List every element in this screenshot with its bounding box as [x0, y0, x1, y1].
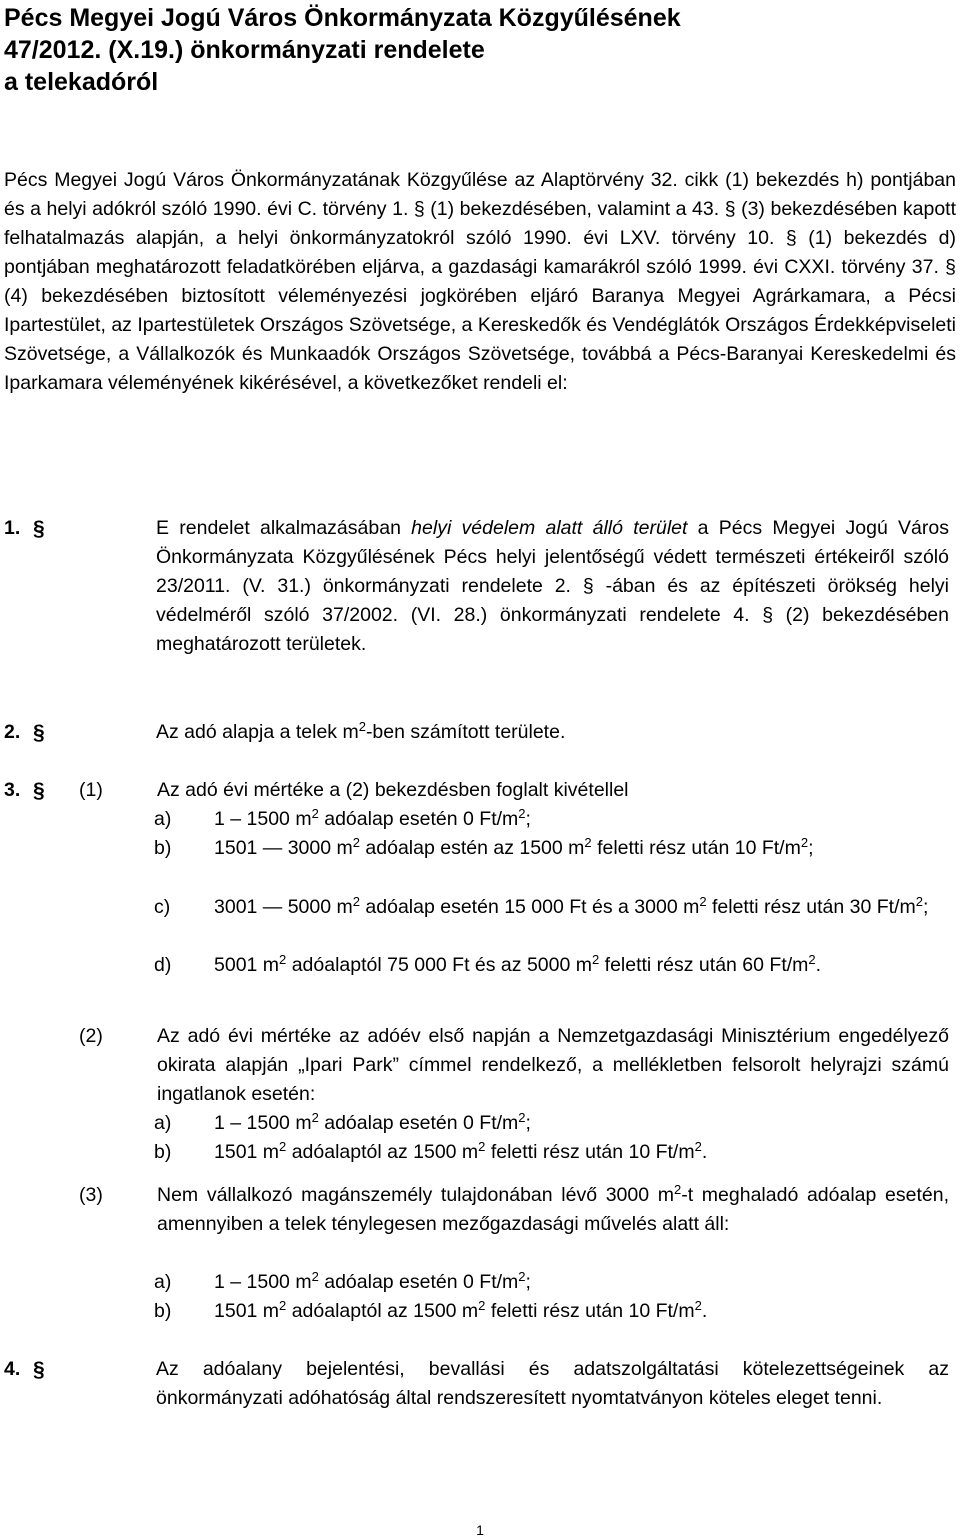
- section-4-number: 4.: [4, 1358, 21, 1380]
- section-3-symbol: §: [33, 779, 45, 802]
- subsection-3-number: (3): [79, 1184, 103, 1206]
- section-1-symbol: §: [33, 517, 45, 540]
- section-2-text: Az adó alapja a telek $m^2$-ben számított területe.: [156, 719, 566, 743]
- title-line-1: Pécs Megyei Jogú Város Önkormányzata Közgyűlésének: [4, 4, 681, 32]
- section-1-text: E rendelet alkalmazásában helyi védelem alatt álló terület a Pécs Megyei Jogú Város Önkormányzata Közgyűlésének Pécs helyi jelentőségű védett természeti értékeiről szóló 23/2011. (V. 31.) önkormányzati rendelete 2. § -ában és az építészeti örökség helyi védelméről szóló 37/2002. (VI. 28.) önkormányzati rendelete 4. § (2) bekezdésében meghatározott területek.: [156, 517, 949, 655]
- document-title: [4, 2, 944, 98]
- list-item: b) 1501 $m^2$ adóalaptól az 1500 $m^2$ feletti rész után 10 $Ft/m^2$.: [154, 1298, 708, 1322]
- title-line-3: a telekadóról: [4, 68, 159, 96]
- subsection-3-lead: Nem vállalkozó magánszemély tulajdonában lévő 3000 $m^2-t$ meghaladó adóalap esetén, amennyiben a telek ténylegesen mezőgazdasági művelés alatt áll:: [157, 1182, 949, 1235]
- subsection-1-lead: Az adó évi mértéke a (2) bekezdésben foglalt kivétellel: [157, 779, 629, 801]
- subsection-2-number: (2): [79, 1025, 103, 1047]
- section-3-number: 3.: [4, 779, 21, 801]
- title-line-2: 47/2012. (X.19.) önkormányzati rendelete: [4, 36, 485, 64]
- list-item: b) 1501 $m^2$ adóalaptól az 1500 $m^2$ feletti rész után 10 $Ft/m^2$.: [154, 1139, 708, 1163]
- list-item: a) 1 – 1500 $m^2$ adóalap esetén 0 $Ft/m^2$;: [154, 1269, 531, 1293]
- list-item: d) 5001 $m^2$ adóalaptól 75 000 Ft és az 5000 $m^2$ feletti rész után 60 $Ft/m^2$.: [154, 952, 822, 976]
- list-item: a) 1 – 1500 $m^2$ adóalap esetén 0 $Ft/m^2$;: [154, 806, 531, 830]
- list-item: a) 1 – 1500 $m^2$ adóalap esetén 0 $Ft/m^2$;: [154, 1110, 531, 1134]
- section-4-text: Az adóalany bejelentési, bevallási és adatszolgáltatási kötelezettségeinek az önkormányzati adóhatóság által rendszeresített nyomtatványon köteles eleget tenni.: [156, 1358, 949, 1409]
- list-item: b) 1501 — 3000 $m^2$ adóalap estén az 1500 $m^2$ feletti rész után 10 $Ft/m^2$;: [154, 835, 814, 859]
- section-4-symbol: §: [33, 1358, 45, 1381]
- page-number: 1: [476, 1522, 484, 1538]
- section-2-symbol: §: [33, 721, 45, 744]
- list-item: c) 3001 — 5000 $m^2$ adóalap esetén 15 000 Ft és a 3000 $m^2$ feletti rész után 30 $Ft/m^2$;: [154, 894, 929, 918]
- preamble: Pécs Megyei Jogú Város Önkormányzatának Közgyűlése az Alaptörvény 32. cikk (1) bekezdés h) pontjában és a helyi adókról szóló 1990. évi C. törvény 1. § (1) bekezdésében, valamint a 43. § (3) bekezdésében kapott felhatalmazás alapján, a helyi önkormányzatokról szóló 1990. évi LXV. törvény 10. § (1) bekezdés d) pontjában meghatározott feladatkörében eljárva, a gazdasági kamarákról szóló 1999. évi CXXI. törvény 37. § (4) bekezdésében biztosított véleményezési jogkörében eljáró Baranya Megyei Agrárkamara, a Pécsi Ipartestület, az Ipartestületek Országos Szövetsége, a Kereskedők és Vendéglátók Országos Érdekképviseleti Szövetsége, a Vállalkozók és Munkaadók Országos Szövetsége, továbbá a Pécs-Baranyai Kereskedelmi és Iparkamara véleményének kikérésével, a következőket rendeli el:: [4, 169, 956, 394]
- section-2-number: 2.: [4, 721, 21, 743]
- subsection-1-number: (1): [79, 779, 103, 801]
- subsection-2-lead: Az adó évi mértéke az adóév első napján a Nemzetgazdasági Minisztérium engedélyező okirata alapján „Ipari Park” címmel rendelkező, a mellékletben felsorolt helyrajzi számú ingatlanok esetén:: [157, 1025, 949, 1105]
- defined-term: helyi védelem alatt álló terület: [411, 517, 688, 539]
- section-1-number: 1.: [4, 517, 21, 539]
